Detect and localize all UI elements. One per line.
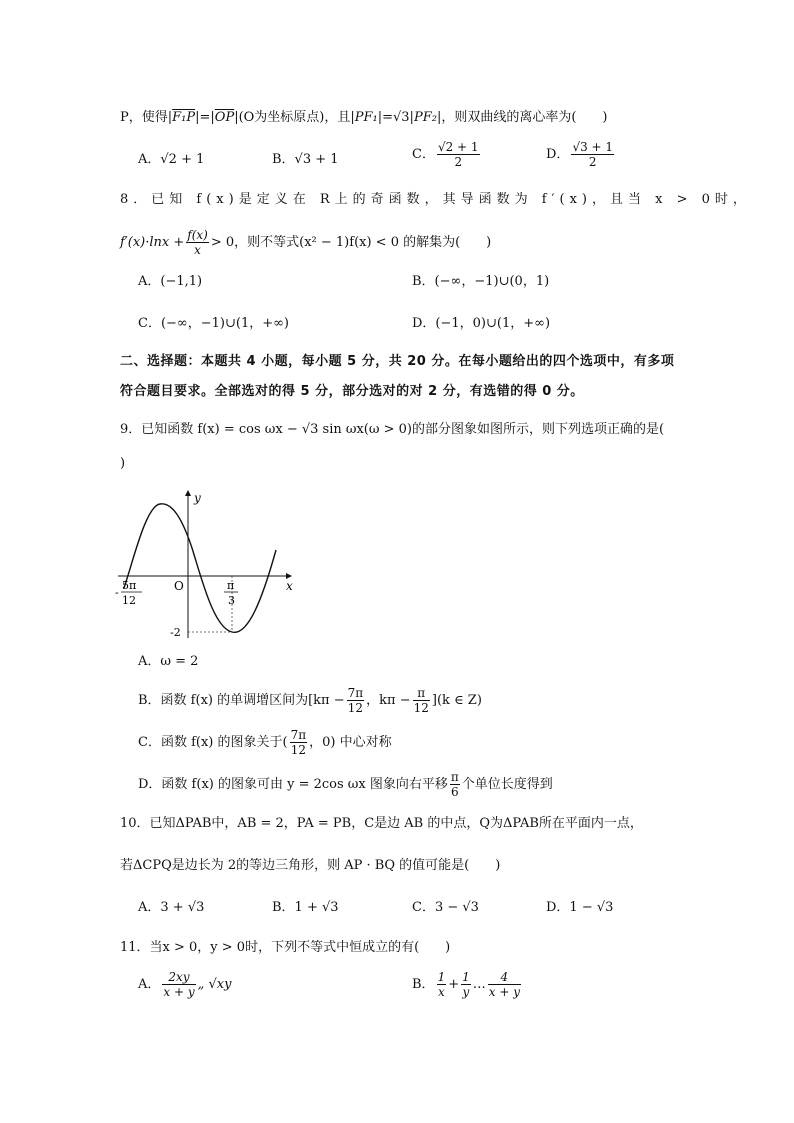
q9-c-text-b: ，0) 中心对称 bbox=[309, 735, 392, 750]
q8-option-d[interactable]: D．(−1，0)∪(1，+∞) bbox=[412, 316, 551, 331]
q10-stem-line1: 10．已知ΔPAB中，AB = 2，PA = PB，C是边 AB 的中点，Q为ΔPAB所在平面内一点， bbox=[120, 816, 643, 831]
q11-b-label: B． bbox=[412, 977, 435, 992]
q11-b-mid: … bbox=[472, 977, 486, 992]
q9-stem-line2: ) bbox=[120, 456, 126, 471]
q11-b-plus: + bbox=[448, 977, 460, 992]
q11-b-frac3 bbox=[488, 970, 521, 999]
q7-option-b[interactable]: B．√3 + 1 bbox=[272, 152, 339, 167]
q11-b-n2: 1 bbox=[462, 970, 470, 984]
q7-option-c-label: C． bbox=[412, 147, 435, 162]
x-label: x bbox=[286, 579, 293, 593]
q11-a-label: A． bbox=[138, 977, 161, 992]
q9-d-frac bbox=[450, 770, 460, 799]
q10-stem-line2: 若ΔCPQ是边长为 2的等边三角形，则 AP · BQ 的值可能是( ) bbox=[120, 858, 501, 873]
q8-stem-line2 bbox=[120, 228, 491, 257]
q11-a-rest: „ √xy bbox=[197, 977, 232, 992]
q9-b-frac1 bbox=[347, 686, 365, 715]
q11-a-den: x + y bbox=[163, 985, 195, 999]
y-label: y bbox=[194, 491, 201, 505]
q9-b-d1: 12 bbox=[347, 701, 364, 715]
q9-c-text-a: C．函数 f(x) 的图象关于( bbox=[138, 735, 288, 750]
q9-c-d: 12 bbox=[290, 743, 306, 757]
q11-option-a[interactable] bbox=[138, 970, 231, 999]
q7-line bbox=[120, 108, 607, 128]
q8-frac-num: f(x) bbox=[187, 228, 208, 242]
q11-option-b[interactable] bbox=[412, 970, 523, 999]
q9-option-d[interactable] bbox=[138, 770, 553, 799]
vector-op: $\overline{OP}$ bbox=[214, 110, 235, 125]
section2-line2: 符合题目要求。全部选对的得 5 分，部分选对的对 2 分，有选错的得 0 分。 bbox=[120, 384, 584, 399]
q9-b-text-c: ](k ∈ Z) bbox=[431, 693, 482, 708]
q8-option-c[interactable]: C．(−∞，−1)∪(1，+∞) bbox=[138, 316, 290, 331]
right-num-label: π bbox=[227, 579, 235, 592]
q9-d-n: π bbox=[450, 770, 459, 784]
q9-b-text-b: ，kπ − bbox=[366, 693, 411, 708]
q7-d-den: 2 bbox=[588, 155, 597, 169]
q7-c-den: 2 bbox=[454, 155, 463, 169]
q7-text-d: |=√3| bbox=[377, 110, 414, 125]
left-num-label: 5π bbox=[122, 579, 137, 592]
q7-text-c: |(O为坐标原点)，且| bbox=[234, 110, 355, 125]
q7-text-a: P，使得| bbox=[120, 110, 173, 125]
q8-option-b[interactable]: B．(−∞，−1)∪(0，1) bbox=[412, 274, 550, 289]
q11-b-d1: x bbox=[437, 985, 445, 999]
q11-a-num: 2xy bbox=[162, 970, 195, 985]
left-sign-label: - bbox=[115, 586, 119, 599]
q7-text-b: |=| bbox=[195, 110, 215, 125]
q11-b-n1: 1 bbox=[437, 970, 446, 984]
q11-stem: 11．当x > 0，y > 0时，下列不等式中恒成立的有( ) bbox=[120, 940, 451, 955]
q9-c-frac bbox=[290, 728, 308, 757]
q9-b-frac2 bbox=[413, 686, 430, 715]
cosine-curve bbox=[124, 504, 276, 632]
q9-option-c[interactable] bbox=[138, 728, 392, 757]
q9-option-a[interactable]: A．ω = 2 bbox=[138, 654, 199, 669]
q9-b-n2: π bbox=[413, 686, 430, 701]
min-label: -2 bbox=[170, 626, 181, 639]
q9-d-text-a: D．函数 f(x) 的图象可由 y = 2cos ωx 图象向右平移 bbox=[138, 777, 448, 792]
q11-b-frac2 bbox=[461, 970, 471, 999]
q8-expr-a: f′(x)·lnx + bbox=[120, 235, 185, 250]
seg-pf1: PF₁ bbox=[354, 110, 378, 125]
q8-expr-b: > 0，则不等式(x² − 1)f(x) < 0 的解集为( ) bbox=[210, 235, 492, 250]
section2-line1: 二、选择题：本题共 4 小题，每小题 5 分，共 20 分。在每小题给出的四个选项中，有多项 bbox=[120, 354, 675, 369]
q7-text-e: |，则双曲线的离心率为( ) bbox=[436, 110, 608, 125]
q9-function-graph bbox=[110, 488, 310, 648]
q10-option-d[interactable]: D．1 − √3 bbox=[546, 900, 614, 915]
q9-d-text-b: 个单位长度得到 bbox=[461, 777, 553, 792]
q9-c-n: 7π bbox=[290, 728, 307, 742]
origin-label: O bbox=[174, 579, 184, 593]
q10-option-a[interactable]: A．3 + √3 bbox=[138, 900, 205, 915]
q7-option-d-frac bbox=[571, 140, 614, 169]
q11-a-frac bbox=[162, 970, 195, 999]
q9-option-b[interactable] bbox=[138, 686, 482, 715]
q7-c-num: √2 + 1 bbox=[437, 140, 479, 154]
q7-option-d-label: D． bbox=[546, 147, 570, 162]
q7-option-a[interactable]: A．√2 + 1 bbox=[138, 152, 205, 167]
q7-d-num: √3 + 1 bbox=[572, 140, 614, 154]
right-den-label: 3 bbox=[228, 594, 235, 607]
q8-stem-line1: 8．已知 f(x)是定义在 R上的奇函数，其导函数为 f′(x)，且当 x > 0时， bbox=[120, 192, 751, 207]
q9-b-text-a: B．函数 f(x) 的单调增区间为[kπ − bbox=[138, 693, 345, 708]
q10-option-b[interactable]: B．1 + √3 bbox=[272, 900, 339, 915]
q11-b-n3: 4 bbox=[488, 970, 521, 985]
seg-pf2: PF₂ bbox=[413, 110, 437, 125]
q8-frac-den: x bbox=[194, 243, 201, 257]
q8-option-a[interactable]: A．(−1,1) bbox=[138, 274, 203, 289]
q8-frac bbox=[186, 228, 209, 257]
q10-option-c[interactable]: C．3 − √3 bbox=[412, 900, 479, 915]
vector-f1p: F₁P bbox=[172, 110, 196, 125]
q9-stem-line1: 9．已知函数 f(x) = cos ωx − √3 sin ωx(ω > 0)的部分图象如图所示，则下列选项正确的是( bbox=[120, 422, 665, 437]
q9-b-d2: 12 bbox=[413, 701, 429, 715]
q11-b-frac1 bbox=[437, 970, 447, 999]
left-den-label: 12 bbox=[122, 594, 136, 607]
q7-option-d[interactable] bbox=[546, 140, 616, 169]
q9-d-d: 6 bbox=[450, 785, 459, 799]
q11-b-d2: y bbox=[462, 985, 470, 999]
y-axis-arrow-icon bbox=[185, 490, 191, 496]
q11-b-d3: x + y bbox=[488, 985, 520, 999]
q7-option-c-frac bbox=[437, 140, 480, 169]
q7-option-c[interactable] bbox=[412, 140, 482, 169]
q9-b-n1: 7π bbox=[347, 686, 364, 700]
